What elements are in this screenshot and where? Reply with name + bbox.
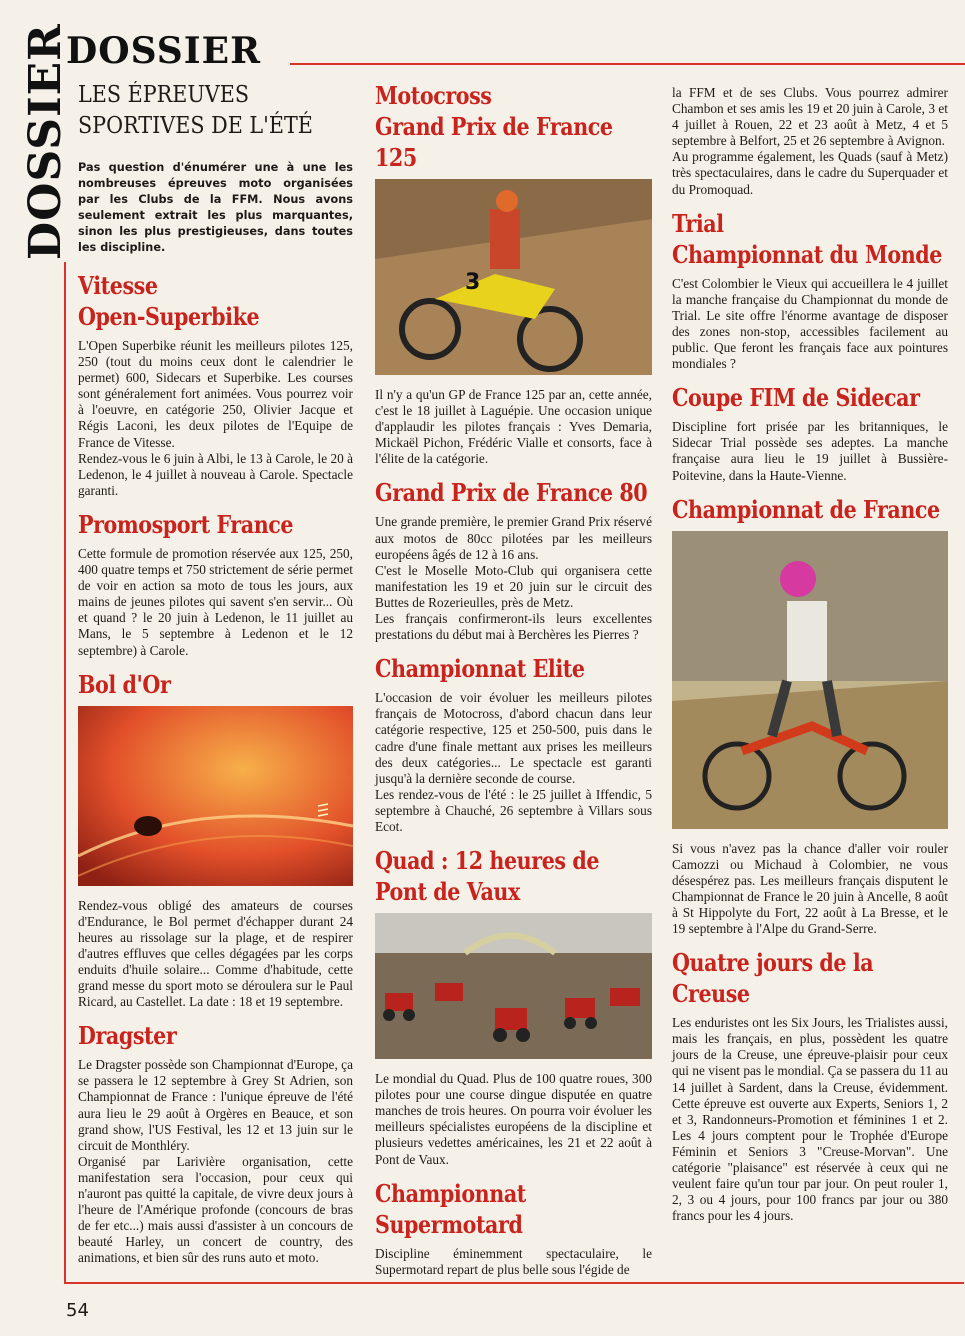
heading-dragster: Dragster — [78, 1021, 177, 1051]
body-bol-dor: Rendez-vous obligé des amateurs de courses d'Endurance, le Bol permet d'échapper durant 24 heures au rissolage sur la plage, et de respirer d'autres effluves que celles dégagées par les corps enduits d'huile solaire... Comme d'habitude, cette grand messe du sport moto se déroulera sur le Paul Ricard, au Castellet. La date : 18 et 19 septembre. — [78, 897, 353, 1010]
heading-trial: Trial Championnat du Monde — [672, 208, 942, 269]
intro-lead: Pas question d'énumérer une à une les nombreuses épreuves moto organisées par les Clubs de la FFM. Nous avons seulement extrait les plus marquantes, sinon les plus prestigieuses, dans toutes les discipline. — [78, 161, 353, 254]
page-number: 54 — [66, 1300, 89, 1321]
heading-quad: Quad : 12 heures de Pont de Vaux — [375, 846, 600, 907]
body-promosport: Cette formule de promotion réservée aux 125, 250, 400 quatre temps et 750 strictement de série permet de voir en action sa moto de tous les jours, aux mains de jeunes pilotes qui savent s'en servir... Où et quand ? le 20 juin à Ledenon, le 11 juillet au Mans, le 5 septembre à Ledenon et le 12 septembre) à Carole. — [78, 545, 353, 658]
header-rule — [290, 63, 965, 65]
heading-championnat-france: Championnat de France — [672, 494, 940, 524]
body-gp80: Une grande première, le premier Grand Prix réservé aux motos de 80cc pilotées par les meilleurs européens âgés de 12 à 16 ans. C'est le Moselle Moto-Club qui organisera cette manifestation les 19 et 20 juin sur le circuit des Buttes de Rozerieulles, près de Metz. Les français confirmeront-ils leurs excellentes prestations du début mai à Berchères les Pierres ? — [375, 514, 652, 643]
body-quad: Le mondial du Quad. Plus de 100 quatre roues, 300 pilotes pour une course dingue disputée en quatre manches de trois heures. On pourra voir évoluer les meilleurs spécialistes européens de la discipline et plusieurs vedettes américaines, les 21 et 22 août à Pont de Vaux. — [375, 1071, 652, 1167]
heading-bol-dor: Bol d'Or — [78, 669, 171, 699]
photo-bol-dor — [78, 706, 353, 886]
body-motocross: Il n'y a qu'un GP de France 125 par an, cette année, c'est le 18 juillet à Laguépie. Une occasion unique d'applaudir les pilotes français : Yves Demaria, Mickaël Pichon, Frédéric Vialle et consorts, face à l'élite de la catégorie. — [375, 387, 652, 467]
svg-text:3: 3 — [465, 270, 481, 295]
body-vitesse: L'Open Superbike réunit les meilleurs pilotes 125, 250 (tout du moins ceux dont le calendrier le permet) 600, Sidecars et Superbike. Les courses sont généralement fort animées. Vous pourrez voir à l'oeuvre, en catégorie 250, Olivier Jacque et Régis Laconi, les deux pilotes de l'Equipe de France de Vitesse. Rendez-vous le 6 juin à Albi, le 13 à Carole, le 20 à Ledenon, le 4 juillet à nouveau à Carole. Spectacle garanti. — [78, 338, 353, 498]
heading-elite: Championnat Elite — [375, 654, 585, 684]
body-supermotard-continued: la FFM et de ses Clubs. Vous pourrez admirer Chambon et ses amis les 19 et 20 juin à Carole, 3 et 4 juillet à Rouen, 22 et 23 août à Metz, 4 et 5 septembre à Belfort, 25 et 26 septembre à Avignon. Au programme également, les Quads (sauf à Metz) très spectaculaires, dans le cadre du Superquader et du Promoquad. — [672, 85, 948, 197]
body-championnat-france: Si vous n'avez pas la chance d'aller voir rouler Camozzi ou Michaud à Colombier, ne vous désespérez pas. Les meilleurs français disputent le Championnat de France le 20 juin à Ancelle, 8 août à St Hippolyte du Fort, 22 août à La Bresse, et le 19 septembre à l'Alpe du Grand-Serre. — [672, 840, 948, 937]
body-sidecar: Discipline fort prisée par les britanniques, le Sidecar Trial possède ses adeptes. La manche française aura lieu le 19 juillet à Bussière-Poitevine, dans la Haute-Vienne. — [672, 419, 948, 483]
photo-motocross — [375, 179, 652, 375]
heading-vitesse: Vitesse Open-Superbike — [78, 271, 260, 331]
body-elite: L'occasion de voir évoluer les meilleurs pilotes français de Motocross, d'abord chacun dans leur catégorie respective, 125 et 250-500, puis dans le cadre d'une finale mettant aux prises les meilleurs des deux catégories... Le spectacle est garanti jusqu'à la dernière seconde de course. Les rendez-vous de l'été : le 25 juillet à Iffendic, 5 septembre à Chauché, 26 septembre à Villars sous Ecot. — [375, 690, 652, 834]
photo-quad — [375, 913, 652, 1059]
heading-gp80: Grand Prix de France 80 — [375, 478, 648, 508]
column-2 — [375, 80, 652, 1288]
heading-creuse: Quatre jours de la Creuse — [672, 948, 874, 1009]
heading-supermotard: Championnat Supermotard — [375, 1178, 526, 1239]
heading-promosport: Promosport France — [78, 509, 294, 539]
page-title: LES ÉPREUVES SPORTIVES DE L'ÉTÉ — [78, 82, 313, 139]
section-header: DOSSIER — [66, 30, 261, 72]
column-3 — [672, 85, 948, 1234]
heading-sidecar: Coupe FIM de Sidecar — [672, 383, 920, 413]
column-1 — [78, 80, 353, 1276]
body-creuse: Les enduristes ont les Six Jours, les Trialistes aussi, mais les français, en plus, possèdent les quatre jours de la Creuse, une épreuve-plaisir pour ceux qui ne visent pas le mondial. Ça se passera du 11 au 14 juillet à Sardent, dans la Creuse, évidemment. Cette épreuve est ouverte aux Experts, Seniors 1, 2 et 3, Randonneurs-Promotion et féminines 1 et 2. Les 4 jours comptent pour le Trophée d'Europe Féminin et Seniors 3 "Creuse-Morvan". Une catégorie "plaisance" est réservée à ceux qui ne veulent faire qu'un tour par jour. On peut rouler 1, 2, 3 ou 4 jours, pour 100 francs par jour ou 380 francs pour les 4 jours. — [672, 1015, 948, 1224]
body-dragster: Le Dragster possède son Championnat d'Europe, ça se passera le 12 septembre à Grey St Adrien, son Championnat de France : l'unique épreuve de l'été aura lieu le 29 août à Orgères en Beauce, et son grand show, l'US Festival, les 12 et 13 juin sur le circuit de Monthléry. Organisé par Larivière organisation, cette manifestation sera l'occasion, pour ceux qui n'auront pas quitté la capitale, de vivre deux jours à l'heure de l'Amérique profonde (concours de bras de fer etc...) mais aussi d'assister à un concours de beauté Harley, un concert de country, des animations, et bien sûr des runs auto et moto. — [78, 1057, 353, 1266]
body-trial: C'est Colombier le Vieux qui accueillera le 4 juillet la manche française du Championnat du monde de Trial. Le site offre l'énorme avantage de disposer des zones non-stop, accessibles facilement au public. Que feront les français face aux pointures mondiales ? — [672, 275, 948, 372]
side-rule — [64, 262, 66, 1282]
body-supermotard: Discipline éminemment spectaculaire, le Supermotard repart de plus belle sous l'égide de — [375, 1245, 652, 1277]
photo-trial — [672, 531, 948, 829]
heading-motocross: Motocross Grand Prix de France 125 — [375, 81, 613, 172]
side-section-label: DOSSIER — [20, 23, 71, 260]
